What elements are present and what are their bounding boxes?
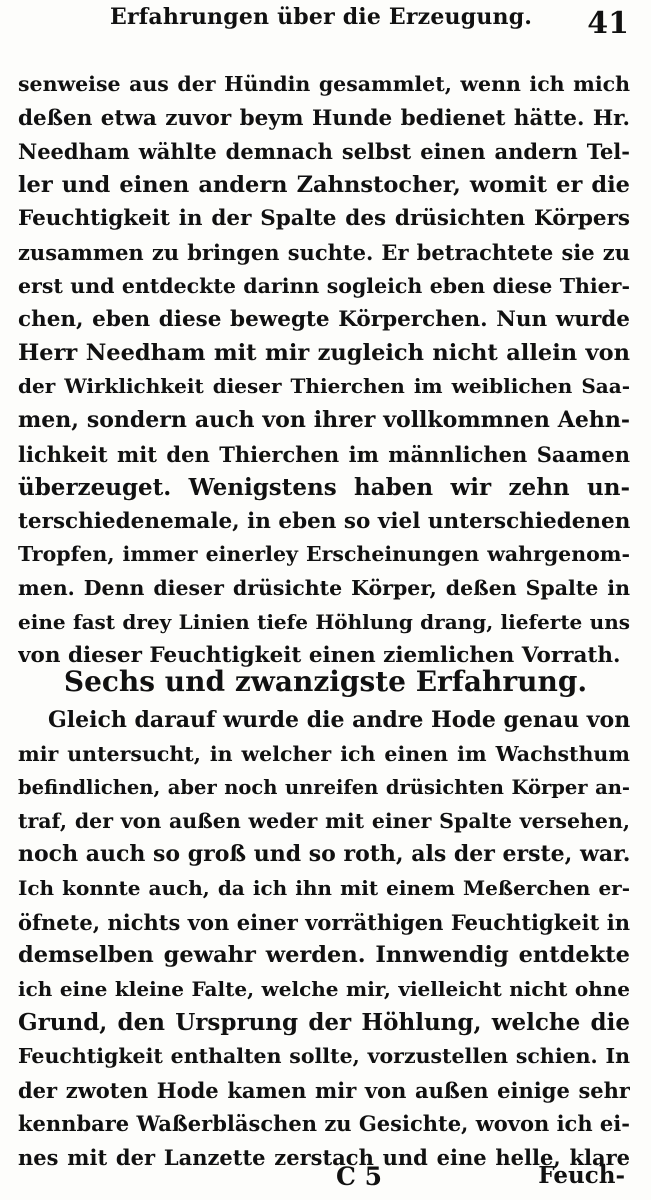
text-line: der Wirklichkeit dieser Thierchen im weiblichen Saa-: [18, 374, 630, 399]
text-line: men, sondern auch von ihrer vollkommnen Aehn-: [18, 406, 630, 433]
text-line: nes mit der Lanzette zerstach und eine helle, klare: [18, 1144, 630, 1170]
text-line: eine fast drey Linien tiefe Höhlung drang, lieferte uns: [18, 609, 630, 634]
text-line: lichkeit mit den Thierchen im männlichen Saamen: [18, 441, 630, 467]
text-line: zusammen zu bringen suchte. Er betrachtete sie zu: [18, 239, 630, 265]
catchword: Feuch-: [538, 1162, 625, 1189]
text-line: chen, eben diese bewegte Körperchen. Nun wurde: [18, 307, 630, 333]
text-line: überzeuget. Wenigstens haben wir zehn un-: [18, 474, 630, 502]
text-line: Feuchtigkeit in der Spalte des drüsichten Körpers: [18, 206, 630, 232]
text-line: noch auch so groß und so roth, als der erste, war.: [18, 841, 630, 868]
text-line: Ich konnte auch, da ich ihn mit einem Meßerchen er-: [18, 875, 630, 900]
text-line: Needham wählte demnach selbst einen andern Tel-: [18, 139, 630, 165]
paragraph-1: [18, 68, 630, 673]
text-line: öfnete, nichts von einer vorräthigen Feuchtigkeit in: [18, 909, 630, 935]
text-line: terschiedenemale, in eben so viel unterschiedenen: [18, 508, 630, 534]
text-line: der zwoten Hode kamen mir von außen einige sehr: [18, 1077, 630, 1103]
signature-mark: C 5: [336, 1162, 382, 1191]
text-line: traf, der von außen weder mit einer Spalte versehen,: [18, 808, 630, 833]
running-head: Erfahrungen über die Erzeugung.: [110, 4, 533, 30]
text-line: Herr Needham mit mir zugleich nicht allein von: [18, 339, 630, 366]
text-line: deßen etwa zuvor beym Hunde bedienet hätte. Hr.: [18, 105, 630, 131]
text-line: Grund, den Ursprung der Höhlung, welche die: [18, 1009, 630, 1037]
text-line: ler und einen andern Zahnstocher, womit er die: [18, 171, 630, 198]
paragraph-2: [18, 704, 630, 1174]
text-line: senweise aus der Hündin gesammlet, wenn ich mich: [18, 72, 630, 96]
text-line: men. Denn dieser drüsichte Körper, deßen Spalte in: [18, 575, 630, 600]
text-line: Tropfen, immer einerley Erscheinungen wahrgenom-: [18, 542, 630, 567]
text-line: von dieser Feuchtigkeit einen ziemlichen Vorrath.: [18, 643, 621, 669]
text-line: Gleich darauf wurde die andre Hode genau von: [48, 707, 630, 733]
text-line: kennbare Waßerbläschen zu Gesichte, wovon ich ei-: [18, 1111, 630, 1137]
text-line: befindlichen, aber noch unreifen drüsichten Körper an-: [18, 776, 630, 800]
text-line: ich eine kleine Falte, welche mir, vielleicht nicht ohne: [18, 976, 630, 1001]
text-line: erst und entdeckte darinn sogleich eben diese Thier-: [18, 273, 630, 298]
text-line: demselben gewahr werden. Innwendig entdekte: [18, 942, 630, 969]
section-heading: Sechs und zwanzigste Erfahrung.: [63, 665, 588, 698]
page-number: 41: [587, 6, 629, 41]
text-line: mir untersucht, in welcher ich einen im Wachsthum: [18, 741, 630, 766]
text-line: Feuchtigkeit enthalten sollte, vorzustellen schien. In: [18, 1043, 630, 1068]
